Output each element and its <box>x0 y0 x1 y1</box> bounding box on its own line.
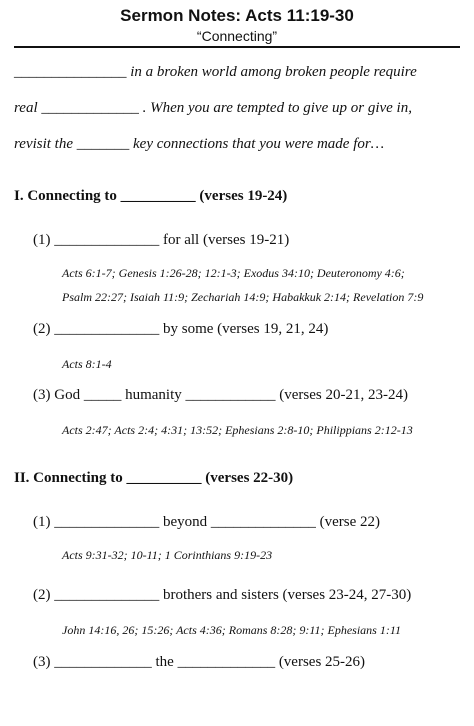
section-2-point-2: (2) ______________ brothers and sisters (verses 23-24, 27-30) <box>33 587 412 603</box>
section-1-point-3-refs: Acts 2:47; Acts 2:4; 4:31; 13:52; Ephesians 2:8-10; Philippians 2:12-13 <box>62 423 413 437</box>
intro-line-2: real _____________ . When you are tempted to give up or give in, <box>14 100 412 116</box>
section-1-point-1: (1) ______________ for all (verses 19-21) <box>33 232 290 248</box>
section-1-point-2-refs: Acts 8:1-4 <box>62 357 112 371</box>
title-divider <box>14 46 460 48</box>
section-2-point-2-refs: John 14:16, 26; 15:26; Acts 4:36; Romans 8:28; 9:11; Ephesians 1:11 <box>62 623 401 637</box>
section-2-heading: II. Connecting to __________ (verses 22-30) <box>14 470 294 486</box>
section-1-point-2: (2) ______________ by some (verses 19, 21, 24) <box>33 321 329 337</box>
section-1-point-1-refs-line-1: Acts 6:1-7; Genesis 1:26-28; 12:1-3; Exodus 34:10; Deuteronomy 4:6; <box>62 266 405 280</box>
section-2-point-3: (3) _____________ the _____________ (verses 25-26) <box>33 654 366 670</box>
section-1-heading: I. Connecting to __________ (verses 19-24) <box>14 188 288 204</box>
section-1-point-1-refs-line-2: Psalm 22:27; Isaiah 11:9; Zechariah 14:9; Habakkuk 2:14; Revelation 7:9 <box>62 290 424 304</box>
section-1-point-3: (3) God _____ humanity ____________ (verses 20-21, 23-24) <box>33 387 408 403</box>
page-subtitle: “Connecting” <box>196 28 278 44</box>
intro-line-3: revisit the _______ key connections that you were made for… <box>14 136 385 152</box>
intro-line-1: _______________ in a broken world among broken people require <box>14 64 417 80</box>
section-2-point-1-refs: Acts 9:31-32; 10-11; 1 Corinthians 9:19-23 <box>62 548 273 562</box>
page-title: Sermon Notes: Acts 11:19-30 <box>120 6 354 25</box>
section-2-point-1: (1) ______________ beyond ______________ (verse 22) <box>33 514 381 530</box>
